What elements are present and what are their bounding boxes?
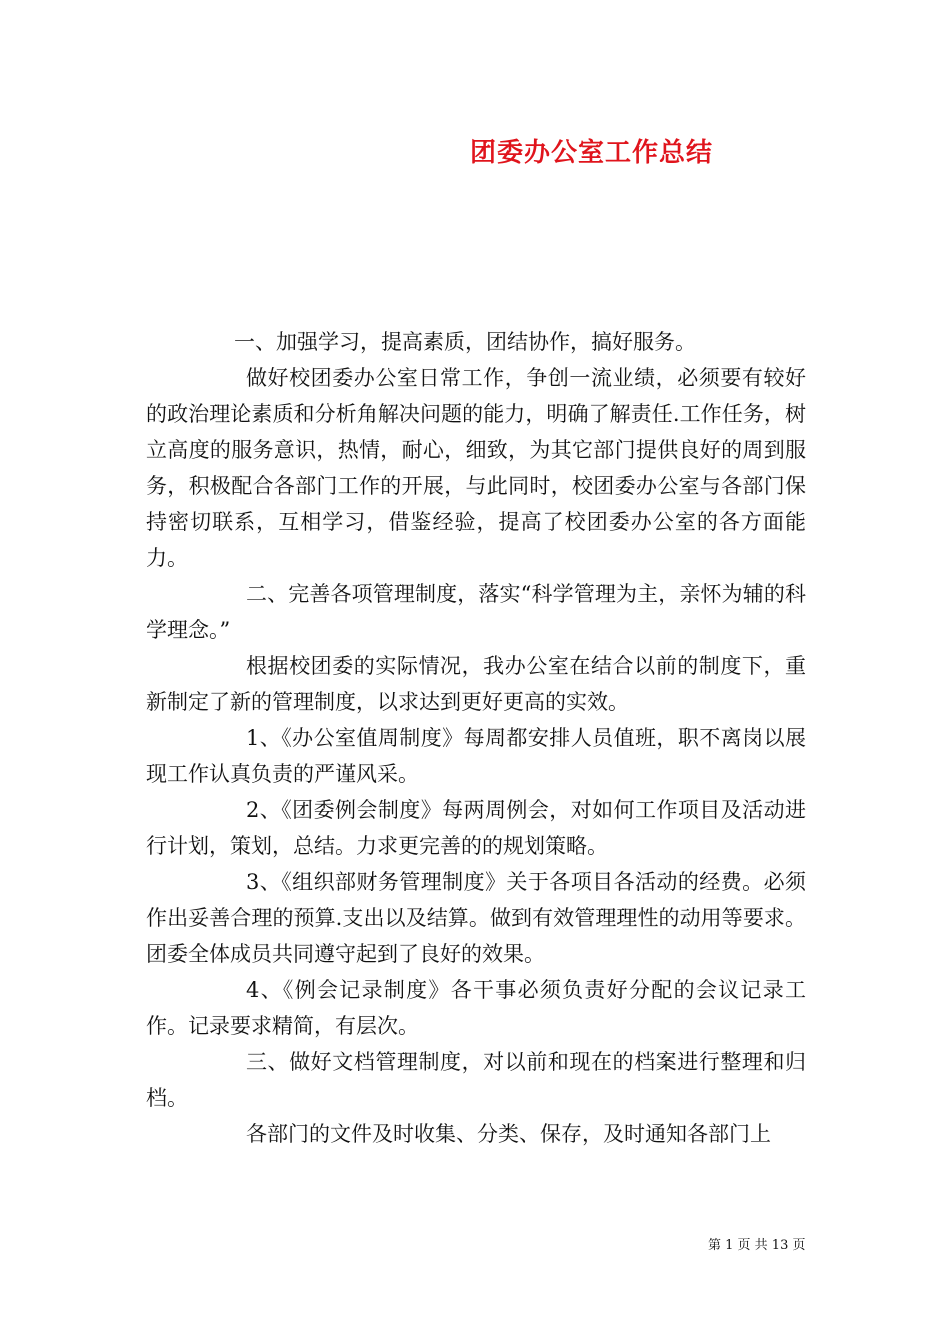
- paragraph: 做好校团委办公室日常工作，争创一流业绩，必须要有较好的政治理论素质和分析角解决问题的能力，明确了解责任.工作任务，树立高度的服务意识，热情，耐心，细致，为其它部门提供良好的周到服务，积极配合各部门工作的开展，与此同时，校团委办公室与各部门保持密切联系，互相学习，借鉴经验，提高了校团委办公室的各方面能力。: [146, 366, 806, 570]
- paragraph-section-2-heading: 二、完善各项管理制度，落实“科学管理为主，亲怀为辅的科学理念。”: [146, 582, 806, 642]
- paragraph-rule-1: 1、《办公室值周制度》每周都安排人员值班，职不离岗以展现工作认真负责的严谨风采。: [146, 726, 806, 786]
- paragraph: 各部门的文件及时收集、分类、保存，及时通知各部门上: [246, 1122, 771, 1146]
- paragraph-section-1-heading: 一、加强学习，提高素质，团结协作，搞好服务。: [234, 330, 696, 354]
- document-title: 团委办公室工作总结: [470, 138, 714, 168]
- paragraph-section-3-heading: 三、做好文档管理制度，对以前和现在的档案进行整理和归档。: [146, 1050, 806, 1110]
- paragraph-rule-4: 4、《例会记录制度》各干事必须负责好分配的会议记录工作。记录要求精简，有层次。: [146, 978, 806, 1038]
- paragraph: 根据校团委的实际情况，我办公室在结合以前的制度下，重新制定了新的管理制度，以求达到更好更高的实效。: [146, 654, 806, 714]
- paragraph-rule-3: 3、《组织部财务管理制度》关于各项目各活动的经费。必须作出妥善合理的预算.支出以及结算。做到有效管理理性的动用等要求。团委全体成员共同遵守起到了良好的效果。: [146, 870, 806, 966]
- page-number-footer: 第 1 页 共 13 页: [708, 1238, 806, 1253]
- paragraph-rule-2: 2、《团委例会制度》每两周例会，对如何工作项目及活动进行计划，策划，总结。力求更完善的的规划策略。: [146, 798, 806, 858]
- document-body: [146, 324, 806, 1152]
